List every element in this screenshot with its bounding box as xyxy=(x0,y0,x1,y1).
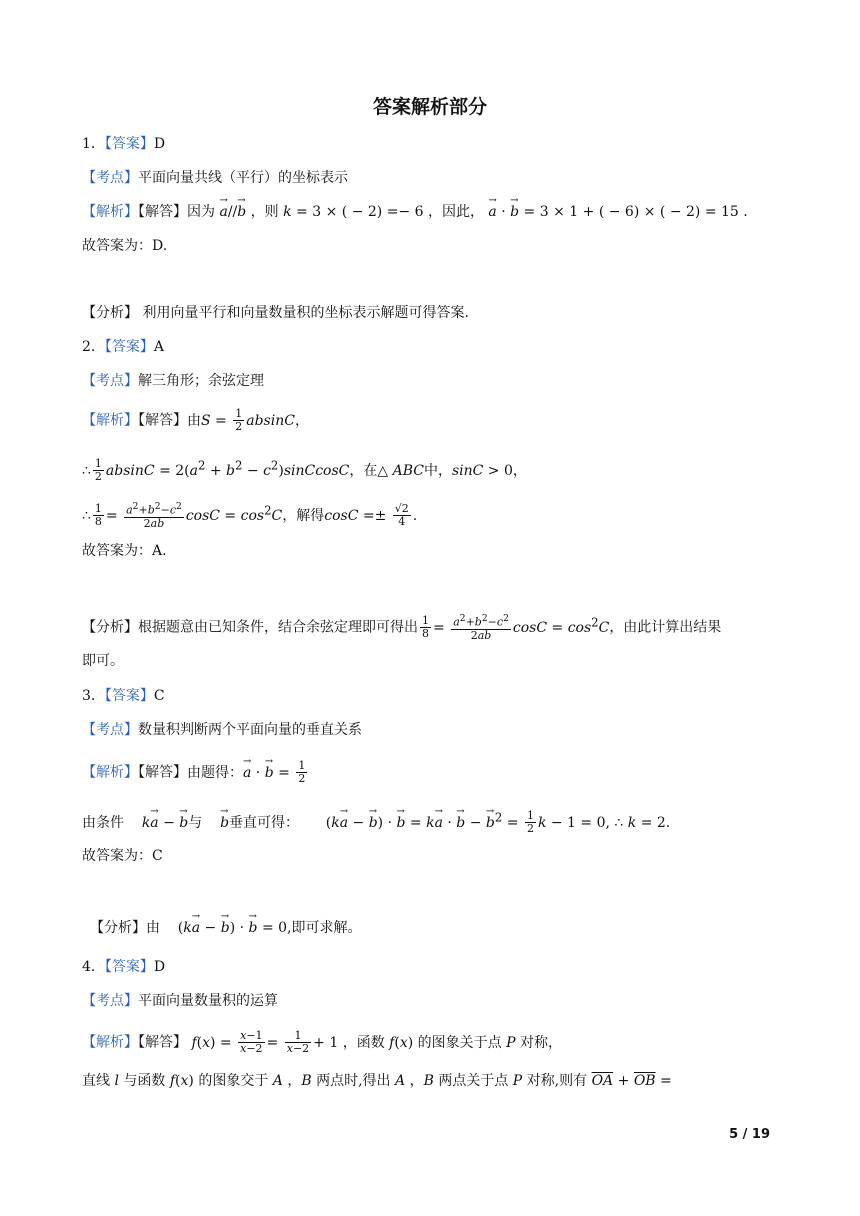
q2-fenxi-c: 即可。 xyxy=(82,653,124,669)
q1-fenxi: 利用向量平行和向量数量积的坐标表示解题可得答案. xyxy=(138,305,469,321)
q2-fenxi-b: ，由此计算出结果 xyxy=(609,619,722,636)
q2-solution-line-2 xyxy=(82,455,527,483)
q2-number: 2． xyxy=(82,339,105,355)
q2-fenxi-a: 根据题意由已知条件，结合余弦定理即可得出 xyxy=(138,619,418,636)
q3-conclusion: 故答案为：C xyxy=(82,848,163,864)
point-label: 【考点】 xyxy=(82,722,138,738)
q3-answer-line xyxy=(82,686,165,706)
q3-math-2: 由条件 k→ a − → b与 → b垂直可得： (k→ a − → b) · → b = k→ a · → b − → $b^2$ = $\frac{1}{2}$ k − 1 = 0, ∴ k = 2. xyxy=(82,815,670,831)
q2-fenxi-line xyxy=(82,612,721,642)
analysis-label: 【解析】 xyxy=(82,1034,138,1051)
q1-number: 1． xyxy=(82,136,105,152)
point-label: 【考点】 xyxy=(82,373,138,389)
q4-number: 4． xyxy=(82,959,105,975)
q4-solution-line-2 xyxy=(82,1071,672,1091)
q3-solution-line-2 xyxy=(82,807,670,835)
fenxi-label: 【分析】 xyxy=(90,920,146,936)
solve-label: 【解答】 xyxy=(138,764,187,781)
q2-fenxi-math: $\frac{1}{8}$ = $\frac{a^2+b^2-c^2}{2ab}$ $\cos C = \cos^2C$ xyxy=(422,613,610,642)
q1-point-line xyxy=(82,168,348,188)
q3-fenxi-line xyxy=(90,918,362,938)
q2-math-1: 由S = $\frac{1}{2}$ absinC， xyxy=(187,407,309,433)
point-label: 【考点】 xyxy=(82,993,138,1009)
q1-fenxi-line xyxy=(82,303,469,323)
q2-solution-line-1 xyxy=(82,408,309,433)
solve-label: 【解答】 xyxy=(138,204,187,220)
analysis-label: 【解析】 xyxy=(82,204,138,220)
q3-fenxi-tail: 即可求解。 xyxy=(291,920,362,936)
q3-number: 3． xyxy=(82,688,105,704)
analysis-label: 【解析】 xyxy=(82,764,138,781)
answer-label: 【答案】 xyxy=(104,688,154,704)
answer-label: 【答案】 xyxy=(104,136,154,152)
q3-answer: C xyxy=(153,688,165,704)
q4-answer-line xyxy=(82,957,165,977)
fenxi-label: 【分析】 xyxy=(82,619,138,636)
q4-point-line xyxy=(82,991,278,1011)
analysis-label: 【解析】 xyxy=(82,412,138,429)
q4-point: 平面向量数量积的运算 xyxy=(138,993,278,1009)
q1-answer-line xyxy=(82,134,165,154)
fenxi-label: 【分析】 xyxy=(82,305,138,321)
q3-fenxi-math: 由 (k→ a − → b) · → b = 0, xyxy=(146,920,292,936)
q4-math-2: 直线 l 与函数 f(x) 的图象交于 A ，B 两点时,得出 A ，B 两点关于点 P 对称,则有 $\overline{OA} + \overline{OB}$ = xyxy=(82,1073,672,1089)
solve-label: 【解答】 xyxy=(138,412,187,429)
q1-solution-line xyxy=(82,202,748,222)
q3-solution-line-1 xyxy=(82,760,309,785)
q4-answer: D xyxy=(153,959,166,975)
q1-answer: D xyxy=(153,136,166,152)
solve-label: 【解答】 xyxy=(138,1034,187,1051)
point-label: 【考点】 xyxy=(82,170,138,186)
q4-solution-line-1 xyxy=(82,1030,562,1055)
answer-label: 【答案】 xyxy=(104,339,154,355)
q2-solution-line-3 xyxy=(82,500,417,530)
q2-math-3: ∴ $\frac{1}{8}$ = $\frac{a^2+b^2-c^2}{2ab}$ $\cos C = \cos^2C$，解得cosC =± $\frac{√2}{4}$ . xyxy=(82,501,418,530)
q1-conclusion: 故答案为：D. xyxy=(82,238,168,254)
q4-math-1: f(x) = $\frac{x-1}{x-2}$ = $\frac{1}{x-2}$ + 1 ，函数 f(x) 的图象关于点 P 对称， xyxy=(191,1029,562,1055)
q3-point: 数量积判断两个平面向量的垂直关系 xyxy=(138,722,362,738)
q3-point-line xyxy=(82,720,362,740)
page-title: 答案解析部分 xyxy=(372,96,487,118)
q2-answer: A xyxy=(153,339,165,355)
q2-answer-line xyxy=(82,337,164,357)
answer-label: 【答案】 xyxy=(104,959,154,975)
q1-point: 平面向量共线（平行）的坐标表示 xyxy=(138,170,348,186)
q1-solution-math: 因为 → a//→ b ，则 k = 3 × ( − 2) =− 6 ，因此， → a · → b = 3 × 1 + ( − 6) × ( − 2) = 15 . xyxy=(187,204,748,220)
q2-math-2: ∴ $\frac{1}{2}$ $absinC = 2(a^2 + b^2$ − $c^2)sinCcosC$，在△ ABC中，sinC > 0， xyxy=(82,457,527,484)
q2-point-line xyxy=(82,371,264,391)
q2-point: 解三角形；余弦定理 xyxy=(138,373,264,389)
q2-conclusion: 故答案为：A. xyxy=(82,543,167,559)
q3-math-1: 由题得：→ a · → b = $\frac{1}{2}$ xyxy=(187,765,309,781)
page-number: 5 / 19 xyxy=(729,1127,770,1142)
